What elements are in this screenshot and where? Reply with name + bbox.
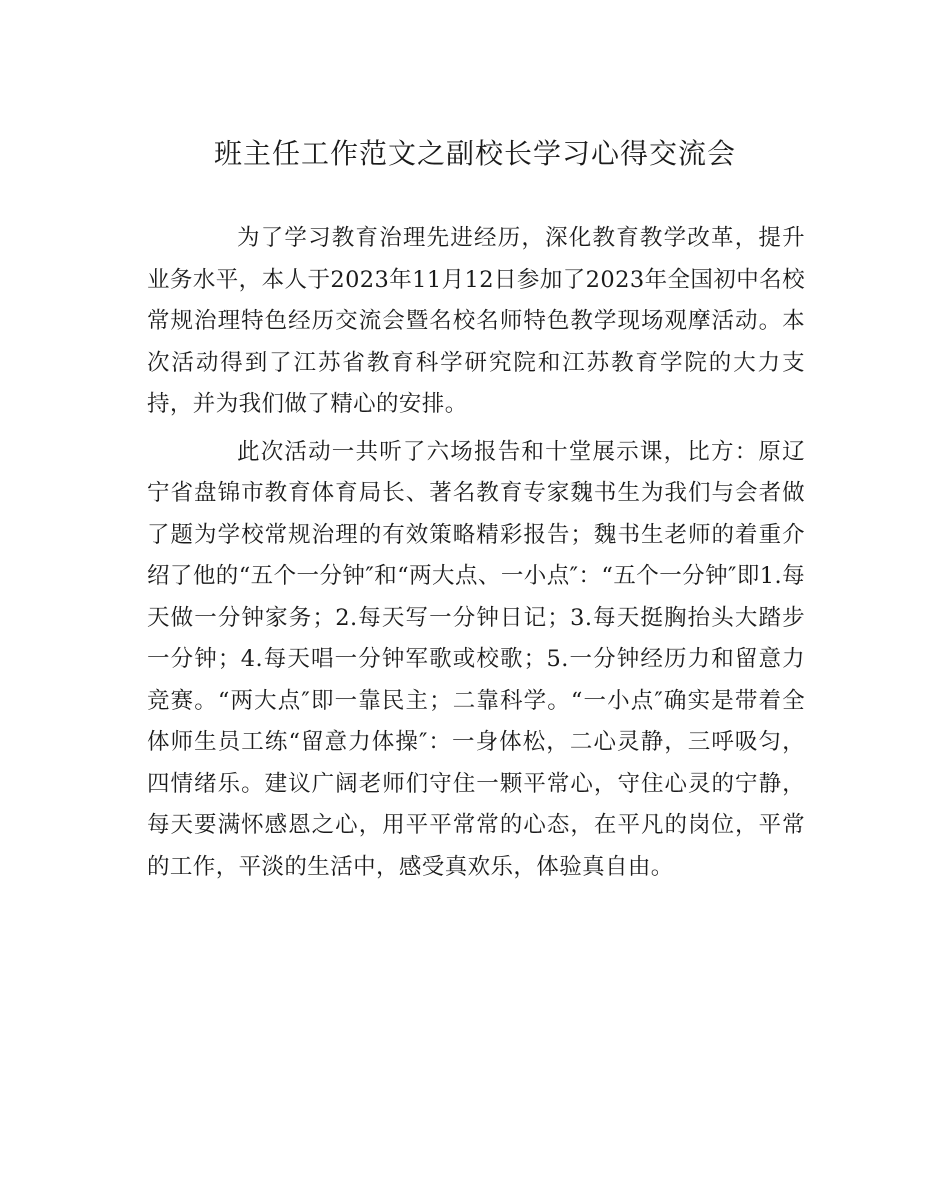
document-body xyxy=(147,218,805,894)
paragraph-2: 此次活动一共听了六场报告和十堂展示课，比方：原辽宁省盘锦市教育体育局长、著名教育专家魏书生为我们与会者做了题为学校常规治理的有效策略精彩报告；魏书生老师的着重介绍了他的“五个一分钟″和“两大点、一小点″：“五个一分钟″即1.每天做一分钟家务；2.每天写一分钟日记；3.每天挺胸抬头大踏步一分钟；4.每天唱一分钟军歌或校歌；5.一分钟经历力和留意力竞赛。“两大点″即一靠民主；二靠科学。“一小点″确实是带着全体师生员工练“留意力体操″：一身体松，二心灵静，三呼吸匀，四情绪乐。建议广阔老师们守住一颗平常心，守住心灵的宁静，每天要满怀感恩之心，用平平常常的心态，在平凡的岗位，平常的工作，平淡的生活中，感受真欢乐，体验真自由。 xyxy=(147,438,805,880)
paragraph-1: 为了学习教育治理先进经历，深化教育教学改革，提升业务水平，本人于2023年11月12日参加了2023年全国初中名校常规治理特色经历交流会暨名校名师特色教学现场观摩活动。本次活动得到了江苏省教育科学研究院和江苏教育学院的大力支持，并为我们做了精心的安排。 xyxy=(147,225,805,417)
document-title: 班主任工作范文之副校长学习心得交流会 xyxy=(213,137,736,170)
